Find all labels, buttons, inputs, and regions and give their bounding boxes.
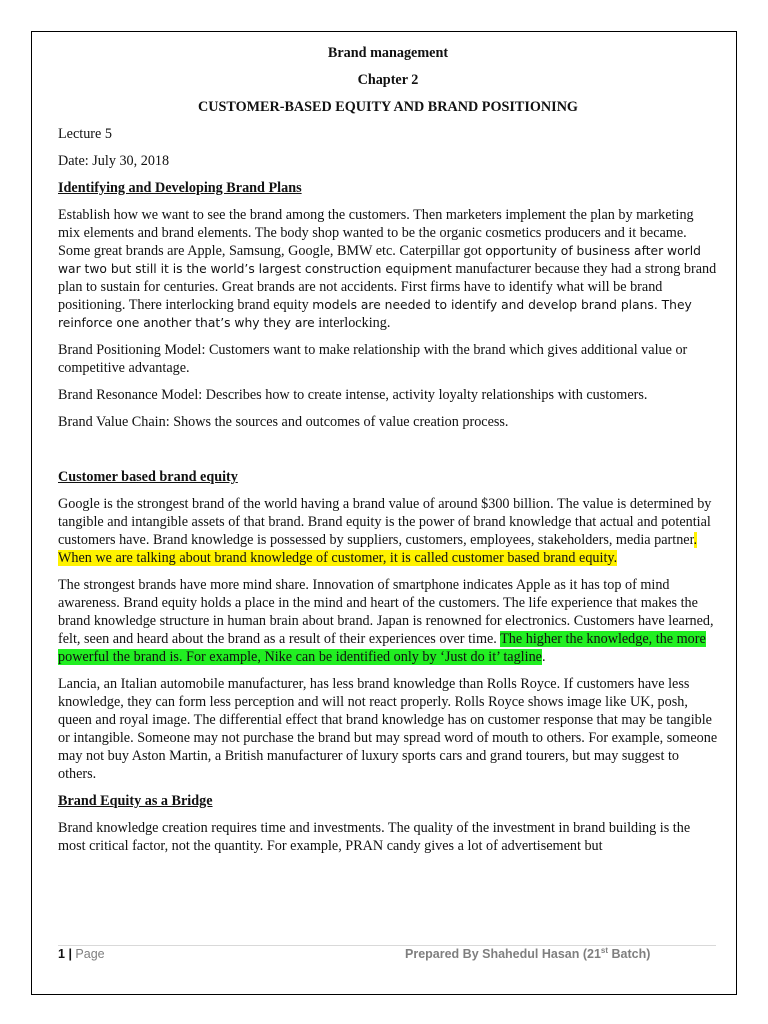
footer-prepared-by bbox=[405, 947, 650, 961]
text-run: manufacturer because they had a strong brand plan to sustain for centuries. Great brands are not accidents. First firms have to identify what will be brand positioning. There interlocking brand equity bbox=[58, 261, 717, 313]
highlight-yellow: . When we are talking about brand knowledge of customer, it is called customer based brand equity. bbox=[58, 532, 698, 566]
chapter-title: CUSTOMER-BASED EQUITY AND BRAND POSITIONING bbox=[198, 99, 578, 115]
course-title: Brand management bbox=[327, 45, 449, 61]
page-label: Page bbox=[75, 947, 105, 961]
section-heading-bridge: Brand Equity as a Bridge bbox=[58, 793, 213, 809]
paragraph-positioning-model: Brand Positioning Model: Customers want to make relationship with the brand which gives additional value or competitive advantage. bbox=[58, 342, 688, 376]
text-run: Establish how we want to see the brand among the customers. Then marketers implement the plan by marketing mix elements and brand elements. The body shop wanted to be the organic cosmetics producers and it became. Some great brands are Apple, Samsung, Google, BMW etc. Caterpillar got bbox=[58, 207, 694, 259]
paragraph-value-chain: Brand Value Chain: Shows the sources and outcomes of value creation process. bbox=[58, 414, 509, 430]
lecture-label: Lecture 5 bbox=[58, 126, 112, 142]
prepared-text-end: Batch) bbox=[608, 947, 651, 961]
text-run: The strongest brands have more mind share. Innovation of smartphone indicates Apple as it has top of mind awareness. Brand equity holds a place in the mind and heart of the customers. The life experience that makes the brand knowledge structure in human brain about brand. Japan is renowned for electronics. Customers have learned, felt, seen and heard about the brand as a result of their experiences over time. bbox=[58, 577, 714, 647]
highlight-green: The higher the knowledge, the more powerful the brand is. For example, Nike can be identified only by ‘Just do it’ tagline bbox=[58, 631, 706, 665]
text-run: . bbox=[541, 649, 546, 665]
section-heading-brand-plans: Identifying and Developing Brand Plans bbox=[58, 180, 302, 196]
paragraph-lancia: Lancia, an Italian automobile manufacturer, has less brand knowledge than Rolls Royce. If customers have less knowledge, they can form less perception and will not react properly. Rolls Royce shows image like UK, posh, queen and royal image. The differential effect that brand knowledge has on customer response that may be tangible or intangible. Someone may not purchase the brand but may spread word of mouth to others. For example, someone may not buy Aston Martin, a British manufacturer of luxury sports cars and grand tourers, but may suggest to others. bbox=[58, 676, 718, 782]
paragraph-mind-share bbox=[58, 576, 718, 666]
chapter-label: Chapter 2 bbox=[357, 72, 419, 88]
footer-divider bbox=[58, 945, 716, 946]
paragraph-bridge: Brand knowledge creation requires time and investments. The quality of the investment in brand building is the most critical factor, not the quantity. For example, PRAN candy gives a lot of advertisement but bbox=[58, 820, 691, 854]
text-run: Google is the strongest brand of the world having a brand value of around $300 billion. The value is determined by tangible and intangible assets of that brand. Brand equity is the power of brand knowledge that actual and potential customers have. Brand knowledge is possessed by suppliers, customers, employees, stakeholders, media partner bbox=[58, 496, 712, 548]
page-separator: | bbox=[68, 947, 72, 961]
page-number: 1 bbox=[58, 947, 65, 961]
document-body bbox=[58, 40, 718, 855]
prepared-text: Prepared By Shahedul Hasan (21 bbox=[405, 947, 601, 961]
section-heading-customer-equity: Customer based brand equity bbox=[58, 469, 238, 485]
text-run: models are needed to identify and develop brand plans. They reinforce one another that’s why they are bbox=[58, 298, 692, 330]
paragraph-google bbox=[58, 495, 718, 567]
date-label: Date: July 30, 2018 bbox=[58, 153, 170, 169]
footer-page-number bbox=[58, 947, 105, 961]
text-run: interlocking. bbox=[314, 315, 391, 331]
paragraph-resonance-model: Brand Resonance Model: Describes how to create intense, activity loyalty relationships with customers. bbox=[58, 387, 648, 403]
text-run: opportunity of business after world war two but still it is the world’s largest construction equipment bbox=[58, 244, 701, 276]
prepared-superscript: st bbox=[600, 945, 609, 955]
paragraph-brand-plans bbox=[58, 206, 718, 332]
